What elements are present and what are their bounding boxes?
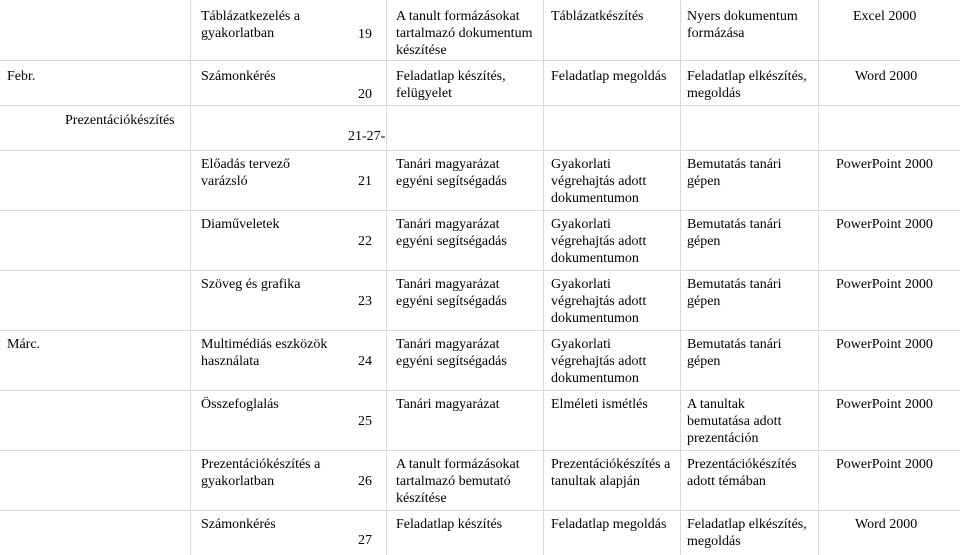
task-cell: Feladatlap megoldás (551, 69, 667, 84)
method-cell: A tanultak bemutatása adott prezentáción (687, 397, 782, 446)
task-cell: Gyakorlati végrehajtás adott dokumentumon (551, 217, 647, 266)
app-cell: PowerPoint 2000 (836, 337, 933, 352)
topic-cell: Prezentációkészítés a gyakorlatban (201, 457, 321, 489)
topic-cell: Számonkérés (201, 517, 276, 532)
lesson-number: 26 (358, 474, 372, 489)
method-cell: Nyers dokumentum formázása (687, 9, 798, 41)
row-divider (0, 105, 960, 106)
app-cell: Excel 2000 (853, 9, 917, 24)
topic-cell: Multimédiás eszközök használata (201, 337, 328, 369)
lesson-number: 25 (358, 414, 372, 429)
lesson-number: 24 (358, 354, 372, 369)
goal-cell: Tanári magyarázat egyéni segítségadás (396, 157, 507, 189)
row-divider (0, 510, 960, 511)
lesson-number: 20 (358, 87, 372, 102)
lesson-number: 23 (358, 294, 372, 309)
topic-cell: Táblázatkezelés a gyakorlatban (201, 9, 301, 41)
topic-cell: Számonkérés (201, 69, 276, 84)
lesson-number: 27 (358, 533, 372, 548)
month-cell: Márc. (7, 337, 41, 352)
row-divider (0, 270, 960, 271)
task-cell: Gyakorlati végrehajtás adott dokumentumon (551, 337, 647, 386)
app-cell: PowerPoint 2000 (836, 457, 933, 472)
goal-cell: Tanári magyarázat egyéni segítségadás (396, 277, 507, 309)
lesson-number: 21 (358, 174, 372, 189)
goal-cell: Feladatlap készítés (396, 517, 503, 532)
app-cell: PowerPoint 2000 (836, 157, 933, 172)
app-cell: PowerPoint 2000 (836, 277, 933, 292)
goal-cell: A tanult formázásokat tartalmazó dokumentum készítése (396, 9, 533, 58)
goal-cell: Tanári magyarázat egyéni segítségadás (396, 217, 507, 249)
goal-cell: Feladatlap készítés, felügyelet (396, 69, 506, 101)
method-cell: Feladatlap elkészítés, megoldás (687, 69, 807, 101)
topic-cell: Szöveg és grafika (201, 277, 301, 292)
row-divider (0, 60, 960, 61)
task-cell: Feladatlap megoldás (551, 517, 667, 532)
task-cell: Elméleti ismétlés (551, 397, 648, 412)
lesson-number: 22 (358, 234, 372, 249)
task-cell: Prezentációkészítés a tanultak alapján (551, 457, 671, 489)
row-divider (0, 390, 960, 391)
method-cell: Bemutatás tanári gépen (687, 217, 782, 249)
column-divider (190, 0, 191, 555)
task-cell: Gyakorlati végrehajtás adott dokumentumon (551, 277, 647, 326)
method-cell: Bemutatás tanári gépen (687, 157, 782, 189)
app-cell: PowerPoint 2000 (836, 397, 933, 412)
method-cell: Bemutatás tanári gépen (687, 277, 782, 309)
row-divider (0, 210, 960, 211)
method-cell: Bemutatás tanári gépen (687, 337, 782, 369)
app-cell: Word 2000 (855, 69, 918, 84)
method-cell: Feladatlap elkészítés, megoldás (687, 517, 807, 549)
goal-cell: Tanári magyarázat (396, 397, 500, 412)
task-cell: Gyakorlati végrehajtás adott dokumentumon (551, 157, 647, 206)
column-divider (680, 0, 681, 555)
lesson-range: 21-27- (348, 129, 386, 144)
row-divider (0, 450, 960, 451)
section-title: Prezentációkészítés (65, 113, 175, 128)
method-cell: Prezentációkészítés adott témában (687, 457, 797, 489)
month-cell: Febr. (7, 69, 36, 84)
column-divider (386, 0, 387, 555)
topic-cell: Előadás tervező varázsló (201, 157, 291, 189)
goal-cell: Tanári magyarázat egyéni segítségadás (396, 337, 507, 369)
topic-cell: Összefoglalás (201, 397, 279, 412)
row-divider (0, 150, 960, 151)
app-cell: Word 2000 (855, 517, 918, 532)
topic-cell: Diaműveletek (201, 217, 280, 232)
row-divider (0, 330, 960, 331)
goal-cell: A tanult formázásokat tartalmazó bemutató készítése (396, 457, 520, 506)
lesson-number: 19 (358, 27, 372, 42)
task-cell: Táblázatkészítés (551, 9, 644, 24)
column-divider (543, 0, 544, 555)
app-cell: PowerPoint 2000 (836, 217, 933, 232)
column-divider (818, 0, 819, 555)
